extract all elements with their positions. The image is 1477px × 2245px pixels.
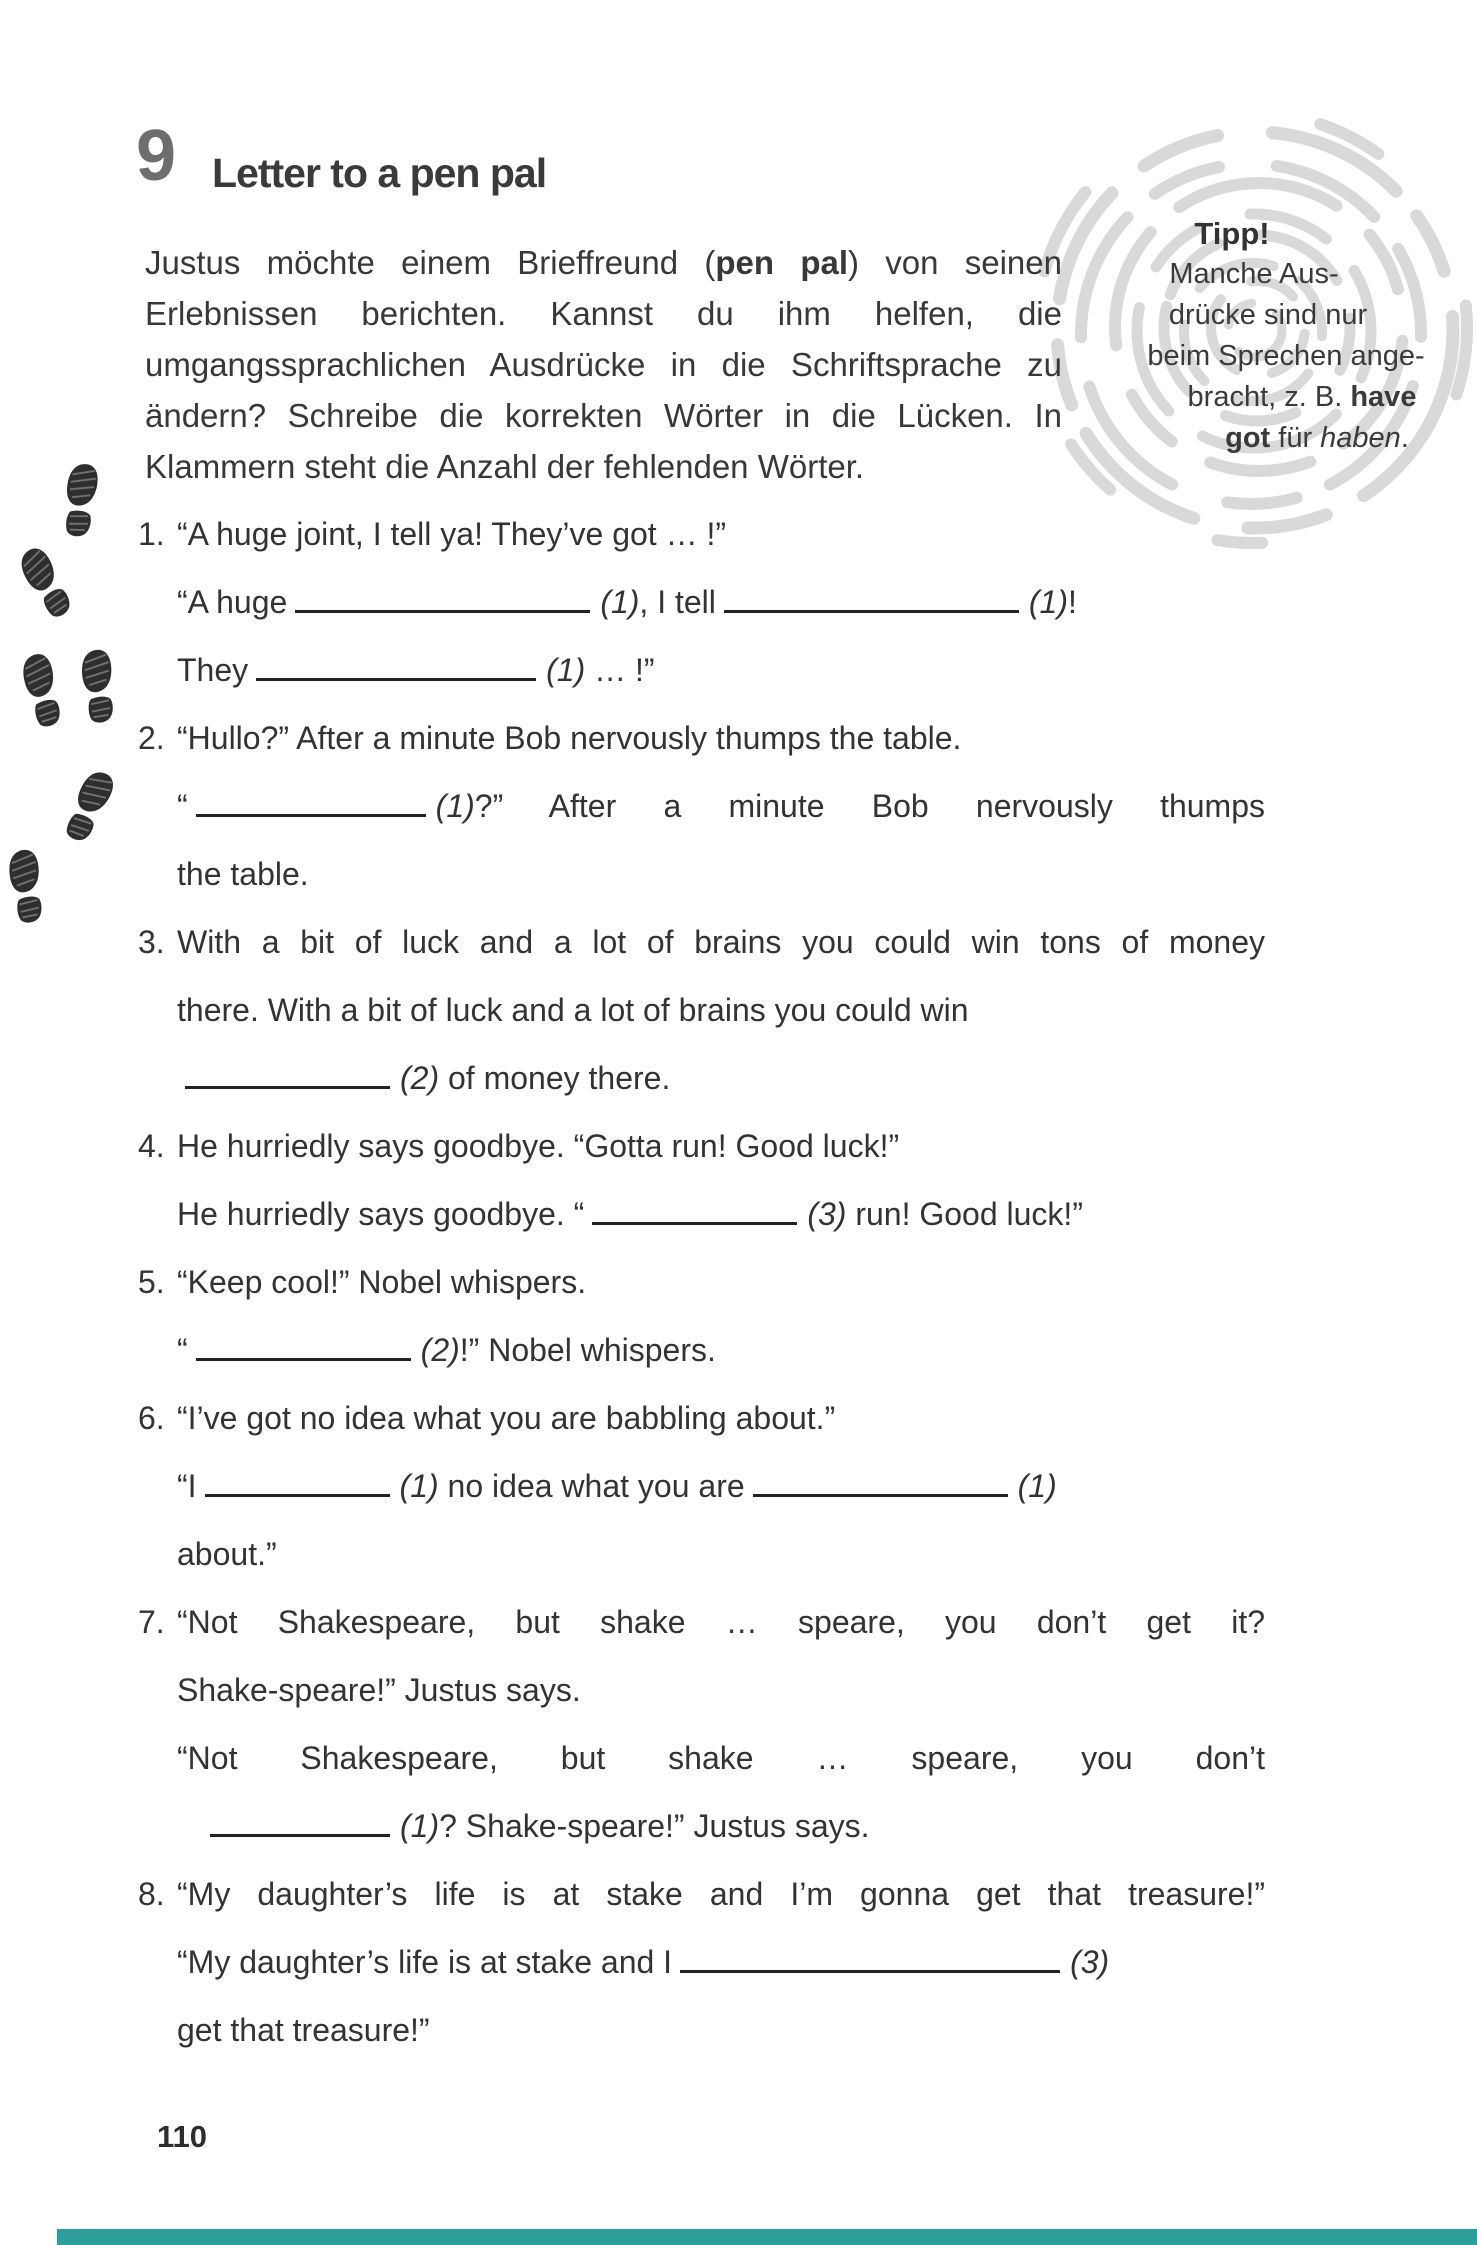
text-segment: ) von seinen	[848, 244, 1062, 281]
word-count-hint: (1)	[1028, 584, 1068, 620]
exercise-line	[177, 840, 1265, 908]
text-segment: “Hullo?” After a minute Bob nervously thumps the table.	[177, 720, 962, 756]
text-segment: “A huge joint, I tell ya! They’ve got … !”	[177, 516, 727, 552]
exercise-line	[177, 1996, 1265, 2064]
blank-line	[753, 1492, 1008, 1497]
item-number: 2.	[138, 720, 165, 756]
exercise-item	[132, 1860, 1265, 2064]
text-segment: the table.	[177, 856, 309, 892]
exercise-line	[177, 908, 1265, 976]
text-segment: Justus möchte einem Brieffreund (	[145, 244, 716, 281]
exercise-line	[177, 1656, 1265, 1724]
text-segment: pen pal	[715, 244, 848, 281]
text-segment: “	[177, 788, 188, 824]
blank-line	[724, 608, 1019, 613]
exercise-line	[177, 1384, 1265, 1452]
item-number: 3.	[138, 924, 165, 960]
text-segment: of money there.	[439, 1060, 671, 1096]
exercise-item	[132, 704, 1265, 908]
text-segment: no idea what you are	[438, 1468, 745, 1504]
blank-line	[196, 1356, 411, 1361]
exercise-line	[177, 636, 1265, 704]
text-segment: With a bit of luck and a lot of brains you could win tons of money	[177, 924, 1265, 960]
word-count-hint: (1)	[1017, 1468, 1057, 1504]
footprint-icon	[56, 460, 106, 544]
text-segment: They	[177, 652, 249, 688]
blank-line	[185, 1084, 390, 1089]
exercise-line	[177, 1860, 1265, 1928]
tip-title: Tipp!	[1194, 216, 1270, 251]
item-number: 4.	[138, 1128, 165, 1164]
text-segment: haben	[1320, 422, 1401, 454]
blank-line	[256, 676, 536, 681]
text-segment: beim Sprechen ange-	[1147, 340, 1425, 372]
item-number: 1.	[138, 516, 165, 552]
text-segment: have	[1350, 381, 1417, 413]
word-count-hint: (2)	[400, 1060, 440, 1096]
text-segment: “I	[177, 1468, 197, 1504]
exercise-item	[132, 1248, 1265, 1384]
text-segment: … !”	[585, 652, 655, 688]
text-segment: Shake-speare!” Justus says.	[177, 1672, 581, 1708]
intro-line	[145, 339, 1062, 390]
word-count-hint: (3)	[1070, 1944, 1110, 1980]
text-segment: Manche Aus-	[1169, 258, 1339, 290]
exercise-line	[177, 772, 1265, 840]
item-number: 7.	[138, 1604, 165, 1640]
text-segment: “Not Shakespeare, but shake … speare, you don’t	[177, 1740, 1265, 1776]
tip-line	[1097, 418, 1477, 459]
text-segment: “I’ve got no idea what you are babbling about.”	[177, 1400, 836, 1436]
item-number: 6.	[138, 1400, 165, 1436]
intro-line	[145, 288, 1062, 339]
exercise-line	[177, 1316, 1265, 1384]
blank-line	[680, 1968, 1060, 1973]
text-segment: .	[1400, 422, 1409, 454]
exercise-line	[177, 1112, 1265, 1180]
footprint-icon	[9, 539, 85, 629]
blank-line	[196, 812, 426, 817]
text-segment: !	[1068, 584, 1077, 620]
text-segment: drücke sind nur	[1168, 299, 1368, 331]
word-count-hint: (3)	[807, 1196, 847, 1232]
page-title: Letter to a pen pal	[212, 150, 547, 196]
exercise-line	[177, 1520, 1265, 1588]
exercise-line	[177, 1044, 1265, 1112]
blank-line	[205, 1492, 390, 1497]
footer-accent-bar	[57, 2229, 1477, 2245]
word-count-hint: (1)	[600, 584, 640, 620]
text-segment: get that treasure!”	[177, 2012, 430, 2048]
text-segment: “A huge	[177, 584, 288, 620]
text-segment: “Keep cool!” Nobel whispers.	[177, 1264, 587, 1300]
text-segment: there. With a bit of luck and a lot of brains you could win	[177, 992, 969, 1028]
text-segment: He hurriedly says goodbye. “	[177, 1196, 585, 1232]
word-count-hint: (1)	[435, 788, 475, 824]
text-segment: ?” After a minute Bob nervously thumps	[474, 788, 1265, 824]
item-number: 5.	[138, 1264, 165, 1300]
tip-line	[1034, 254, 1474, 295]
intro-line	[145, 390, 1062, 441]
tip-line	[1082, 377, 1477, 418]
word-count-hint: (1)	[546, 652, 586, 688]
intro-paragraph	[145, 237, 1062, 492]
footprint-icon	[74, 646, 124, 730]
exercise-line	[177, 1180, 1265, 1248]
text-segment: umgangssprachlichen Ausdrücke in die Schriftsprache zu	[145, 346, 1062, 383]
text-segment: “	[177, 1332, 188, 1368]
text-segment: “Not Shakespeare, but shake … speare, you don’t get it?	[177, 1604, 1265, 1640]
chapter-number: 9	[136, 116, 177, 196]
text-segment: Erlebnissen berichten. Kannst du ihm helfen, die	[145, 295, 1062, 332]
text-segment: “My daughter’s life is at stake and I’m gonna get that treasure!”	[177, 1876, 1265, 1912]
exercise-line	[177, 500, 1265, 568]
footprint-icon	[54, 763, 125, 853]
page-number: 110	[157, 2119, 208, 2154]
text-segment: He hurriedly says goodbye. “Gotta run! Good luck!”	[177, 1128, 900, 1164]
blank-line	[295, 608, 590, 613]
text-segment: , I tell	[639, 584, 716, 620]
word-count-hint: (1)	[400, 1808, 440, 1844]
word-count-hint: (1)	[399, 1468, 439, 1504]
exercise-list	[132, 500, 1265, 2064]
intro-line	[145, 237, 1062, 288]
exercise-line	[177, 704, 1265, 772]
tip-line	[1048, 295, 1477, 336]
exercise-line	[177, 1248, 1265, 1316]
footprint-icon	[1, 845, 54, 930]
text-segment: “My daughter’s life is at stake and I	[177, 1944, 673, 1980]
exercise-item	[132, 908, 1265, 1112]
exercise-item	[132, 1112, 1265, 1248]
exercise-line	[177, 568, 1265, 636]
footprint-icon	[13, 648, 73, 736]
exercise-line	[177, 1588, 1265, 1656]
blank-line	[210, 1832, 390, 1837]
text-segment: run! Good luck!”	[846, 1196, 1083, 1232]
intro-line	[145, 441, 1062, 492]
tip-box	[1050, 213, 1477, 459]
exercise-line	[177, 976, 1265, 1044]
exercise-item	[132, 500, 1265, 704]
text-segment: ändern? Schreibe die korrekten Wörter in die Lücken. In	[145, 397, 1062, 434]
tip-line	[1066, 336, 1477, 377]
exercise-line	[177, 1792, 1265, 1860]
word-count-hint: (2)	[420, 1332, 460, 1368]
blank-line	[592, 1220, 797, 1225]
exercise-line	[177, 1724, 1265, 1792]
exercise-line	[177, 1928, 1265, 1996]
exercise-item	[132, 1384, 1265, 1588]
text-segment: got	[1225, 422, 1271, 454]
text-segment: für	[1270, 422, 1321, 454]
exercise-line	[177, 1452, 1265, 1520]
text-segment: about.”	[177, 1536, 277, 1572]
text-segment: ? Shake-speare!” Justus says.	[439, 1808, 870, 1844]
exercise-item	[132, 1588, 1265, 1860]
text-segment: !” Nobel whispers.	[459, 1332, 716, 1368]
text-segment: bracht, z. B.	[1187, 381, 1351, 413]
text-segment: Klammern steht die Anzahl der fehlenden Wörter.	[145, 448, 865, 485]
item-number: 8.	[138, 1876, 165, 1912]
